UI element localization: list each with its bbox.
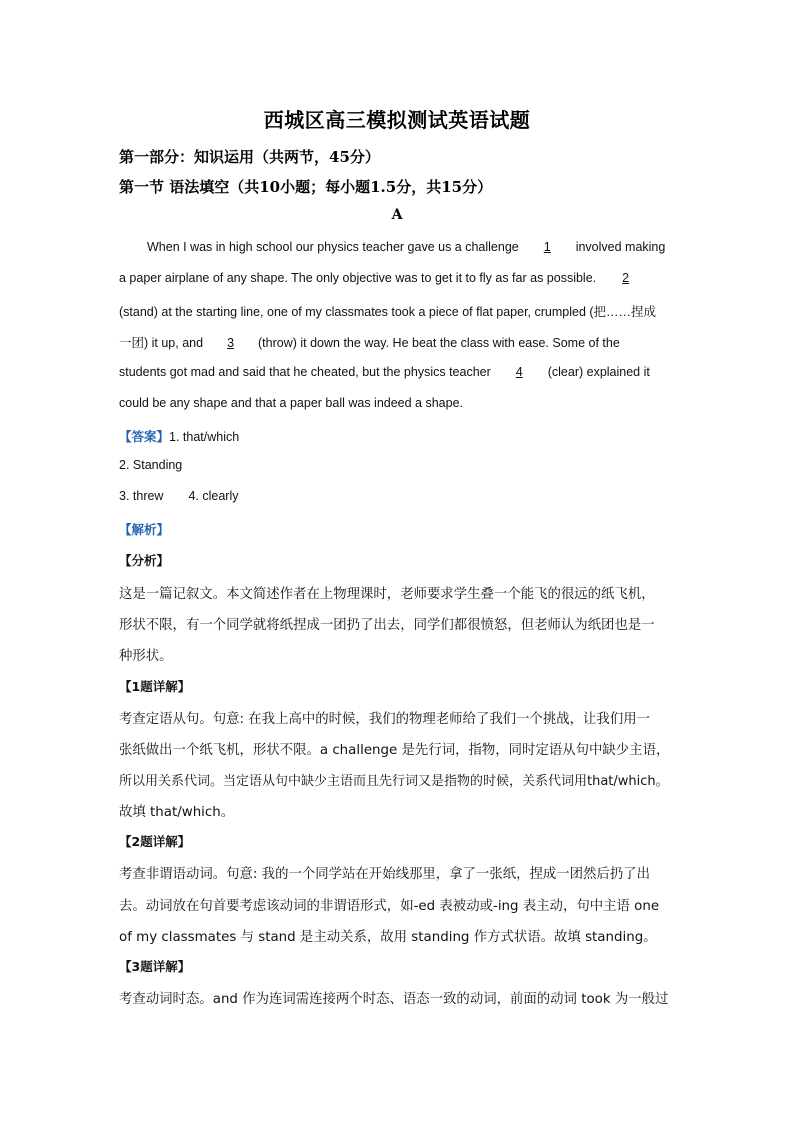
blank-1: 1 xyxy=(543,240,551,254)
passage-text: a paper airplane of any shape. The only objective was to get it to fly as far as possible. xyxy=(119,271,600,285)
q3-tag: 【3题详解】 xyxy=(119,959,191,974)
part-heading: 第一部分：知识运用（共两节，45分） xyxy=(119,148,380,166)
passage-text: (clear) explained it xyxy=(544,365,650,379)
passage-line-4 xyxy=(119,333,620,351)
passage-text: (throw) it down the way. He beat the class with ease. Some of the xyxy=(254,336,620,350)
answer-line-1 xyxy=(119,427,239,445)
passage-text: involved making xyxy=(572,240,666,254)
fenxi-line-1: 这是一篇记叙文。本文简述作者在上物理课时，老师要求学生叠一个能飞的很远的纸飞机， xyxy=(119,587,655,602)
blank-4: 4 xyxy=(515,365,523,379)
passage-text: When I was in high school our physics teacher gave us a challenge xyxy=(147,240,523,254)
fenxi-line-3: 种形状。 xyxy=(119,649,173,664)
blank-3: 3 xyxy=(227,336,235,350)
answer-3: 3. threw xyxy=(119,489,164,503)
q2-line-1: 考查非谓语动词。句意: 我的一个同学站在开始线那里，拿了一张纸，捏成一团然后扔了出 xyxy=(119,867,650,882)
q1-line-4: 故填 that/which。 xyxy=(119,805,235,820)
passage-line-6: could be any shape and that a paper ball was indeed a shape. xyxy=(119,396,464,410)
q2-line-2: 去。动词放在句首要考虑该动词的非谓语形式，如-ed 表被动或-ing 表主动，句中主语 one xyxy=(119,899,660,914)
passage-text: students got mad and said that he cheated, but the physics teacher xyxy=(119,365,495,379)
passage-line-3: (stand) at the starting line, one of my classmates took a piece of flat paper, crumpled (把……捏成 xyxy=(119,305,657,319)
passage-line-1 xyxy=(147,240,665,254)
section-label-a: A xyxy=(391,207,403,223)
passage-line-5 xyxy=(119,365,650,379)
q3-line-1: 考查动词时态。and 作为连词需连接两个时态、语态一致的动词，前面的动词 took 为一般过 xyxy=(119,992,669,1007)
q2-line-3: of my classmates 与 stand 是主动关系，故用 standing 作方式状语。故填 standing。 xyxy=(119,930,657,945)
section-heading: 第一节 语法填空（共10小题；每小题1.5分，共15分） xyxy=(119,178,493,196)
answer-line-3 xyxy=(119,489,239,503)
q1-line-3: 所以用关系代词。当定语从句中缺少主语而且先行词又是指物的时候，关系代词用that/which。 xyxy=(119,774,669,789)
blank-2: 2 xyxy=(622,271,630,285)
page-title: 西城区高三模拟测试英语试题 xyxy=(263,108,531,132)
answer-2: 2. Standing xyxy=(119,458,183,472)
fenxi-line-2: 形状不限，有一个同学就将纸捏成一团扔了出去，同学们都很愤怒，但老师认为纸团也是一 xyxy=(119,618,655,633)
answer-1: 1. that/which xyxy=(169,430,240,444)
q2-tag: 【2题详解】 xyxy=(119,834,191,849)
q1-line-1: 考查定语从句。句意: 在我上高中的时候，我们的物理老师给了我们一个挑战，让我们用一 xyxy=(119,712,650,727)
answer-tag: 【答案】 xyxy=(119,429,170,444)
passage-line-2 xyxy=(119,271,652,285)
q1-line-2: 张纸做出一个纸飞机，形状不限。a challenge 是先行词，指物，同时定语从句中缺少主语， xyxy=(119,743,670,758)
q1-tag: 【1题详解】 xyxy=(119,679,191,694)
analysis-tag: 【解析】 xyxy=(119,522,170,537)
answer-4: 4. clearly xyxy=(188,489,239,503)
fenxi-tag: 【分析】 xyxy=(119,553,170,568)
passage-text: 一团) it up, and xyxy=(119,336,207,350)
